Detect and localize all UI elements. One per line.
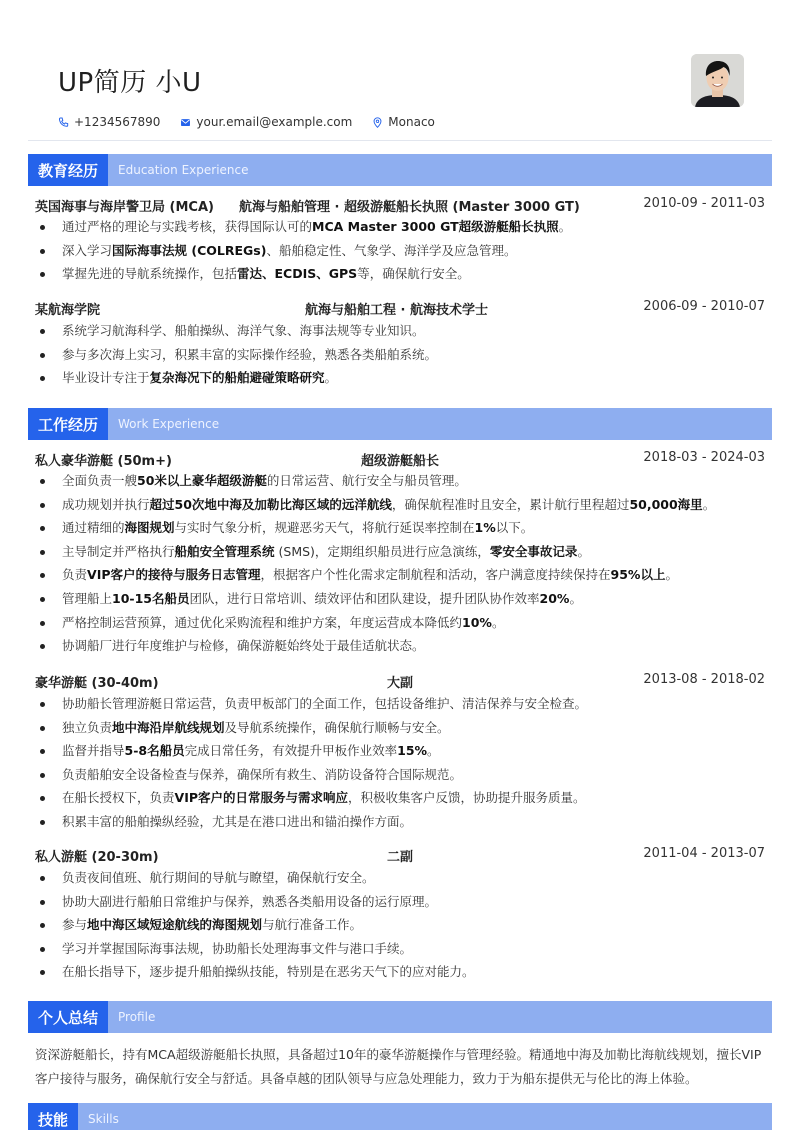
education-bullets <box>35 215 765 286</box>
work-entry-header <box>35 846 765 864</box>
candidate-name: UP简历 小U <box>58 68 202 98</box>
company-name: 私人豪华游艇 (50m+) <box>35 454 172 469</box>
section-work-header <box>28 408 772 440</box>
header-divider <box>28 140 772 141</box>
list-item: 在船长授权下，负责VIP客户的日常服务与需求响应，积极收集客户反馈，协助提升服务质量。 <box>35 786 765 810</box>
avatar-photo <box>691 54 744 107</box>
email-icon <box>180 117 191 128</box>
list-item: 负责VIP客户的接待与服务日志管理，根据客户个性化需求定制航程和活动，客户满意度持续保持在95%以上。 <box>35 563 765 587</box>
section-profile-header <box>28 1001 772 1033</box>
section-title: 技能 <box>28 1103 78 1130</box>
section-subtitle: Profile <box>118 1010 156 1024</box>
list-item: 主导制定并严格执行船舶安全管理系统 (SMS)，定期组织船员进行应急演练，零安全事故记录。 <box>35 540 765 564</box>
list-item: 在船长指导下，逐步提升船舶操纵技能，特别是在恶劣天气下的应对能力。 <box>35 960 765 984</box>
section-title: 工作经历 <box>28 408 108 440</box>
education-entry-header <box>35 299 765 317</box>
school-name: 英国海事与海岸警卫局 (MCA) <box>35 200 214 215</box>
list-item: 协助船长管理游艇日常运营，负责甲板部门的全面工作，包括设备维护、清洁保养与安全检查。 <box>35 692 765 716</box>
list-item: 掌握先进的导航系统操作，包括雷达、ECDIS、GPS等，确保航行安全。 <box>35 262 765 286</box>
work-bullets <box>35 692 765 834</box>
list-item: 负责夜间值班、航行期间的导航与瞭望，确保航行安全。 <box>35 866 765 890</box>
list-item: 独立负责地中海沿岸航线规划及导航系统操作，确保航行顺畅与安全。 <box>35 716 765 740</box>
section-subtitle: Education Experience <box>118 163 249 177</box>
degree-title: 航海与船舶工程 · 航海技术学士 <box>305 303 488 318</box>
list-item: 严格控制运营预算，通过优化采购流程和维护方案，年度运营成本降低约10%。 <box>35 611 765 635</box>
section-education-header <box>28 154 772 186</box>
job-title: 二副 <box>387 850 414 865</box>
resume-header <box>28 0 772 140</box>
list-item: 全面负责一艘50米以上豪华超级游艇的日常运营、航行安全与船员管理。 <box>35 469 765 493</box>
list-item: 积累丰富的船舶操纵经验，尤其是在港口进出和锚泊操作方面。 <box>35 810 765 834</box>
list-item: 通过精细的海图规划与实时气象分析，规避恶劣天气，将航行延误率控制在1%以下。 <box>35 516 765 540</box>
work-entry-header <box>35 450 765 468</box>
list-item: 协调船厂进行年度维护与检修，确保游艇始终处于最佳适航状态。 <box>35 634 765 658</box>
education-bullets <box>35 319 765 390</box>
list-item: 参与多次海上实习，积累丰富的实际操作经验，熟悉各类船舶系统。 <box>35 343 765 367</box>
contact-email <box>180 115 352 129</box>
work-bullets <box>35 469 765 658</box>
date-range: 2010-09 - 2011-03 <box>643 196 765 211</box>
list-item: 负责船舶安全设备检查与保养，确保所有救生、消防设备符合国际规范。 <box>35 763 765 787</box>
list-item: 学习并掌握国际海事法规，协助船长处理海事文件与港口手续。 <box>35 937 765 961</box>
company-name: 豪华游艇 (30-40m) <box>35 676 159 691</box>
section-subtitle: Skills <box>88 1112 119 1126</box>
date-range: 2013-08 - 2018-02 <box>643 672 765 687</box>
list-item: 系统学习航海科学、船舶操纵、海洋气象、海事法规等专业知识。 <box>35 319 765 343</box>
date-range: 2006-09 - 2010-07 <box>643 299 765 314</box>
contact-row <box>58 115 435 129</box>
list-item: 通过严格的理论与实践考核，获得国际认可的MCA Master 3000 GT超级游艇船长执照。 <box>35 215 765 239</box>
section-title: 个人总结 <box>28 1001 108 1033</box>
list-item: 管理船上10-15名船员团队，进行日常培训、绩效评估和团队建设，提升团队协作效率20%。 <box>35 587 765 611</box>
section-title: 教育经历 <box>28 154 108 186</box>
list-item: 监督并指导5-8名船员完成日常任务，有效提升甲板作业效率15%。 <box>35 739 765 763</box>
work-bullets <box>35 866 765 984</box>
work-entry-header <box>35 672 765 690</box>
list-item: 协助大副进行船舶日常维护与保养，熟悉各类船用设备的运行原理。 <box>35 890 765 914</box>
degree-title: 航海与船舶管理 · 超级游艇船长执照 (Master 3000 GT) <box>239 200 580 215</box>
section-subtitle: Work Experience <box>118 417 220 431</box>
contact-phone <box>58 115 160 129</box>
location-pin-icon <box>372 117 383 128</box>
school-name: 某航海学院 <box>35 303 101 318</box>
list-item: 深入学习国际海事法规 (COLREGs)、船舶稳定性、气象学、海洋学及应急管理。 <box>35 239 765 263</box>
job-title: 超级游艇船长 <box>361 454 440 469</box>
list-item: 参与地中海区域短途航线的海图规划与航行准备工作。 <box>35 913 765 937</box>
profile-summary: 资深游艇船长，持有MCA超级游艇船长执照，具备超过10年的豪华游艇操作与管理经验。精通地中海及加勒比海航线规划，擅长VIP客户接待与服务，确保航行安全与舒适。具备卓越的团队领导与应急处理能力，致力于为船东提供无与伦比的海上体验。 <box>35 1047 762 1086</box>
job-title: 大副 <box>387 676 414 691</box>
company-name: 私人游艇 (20-30m) <box>35 850 159 865</box>
avatar <box>691 54 744 107</box>
date-range: 2011-04 - 2013-07 <box>643 846 765 861</box>
contact-location <box>372 115 435 129</box>
education-entry-header <box>35 196 765 214</box>
location-text: Monaco <box>388 115 435 129</box>
section-skills-header <box>28 1103 772 1130</box>
date-range: 2018-03 - 2024-03 <box>643 450 765 465</box>
email-text: your.email@example.com <box>196 115 353 129</box>
phone-icon <box>58 117 69 128</box>
list-item: 成功规划并执行超过50次地中海及加勒比海区域的远洋航线，确保航程准时且安全，累计航行里程超过50,000海里。 <box>35 493 765 517</box>
list-item: 毕业设计专注于复杂海况下的船舶避碰策略研究。 <box>35 366 765 390</box>
phone-text: +1234567890 <box>74 115 161 129</box>
